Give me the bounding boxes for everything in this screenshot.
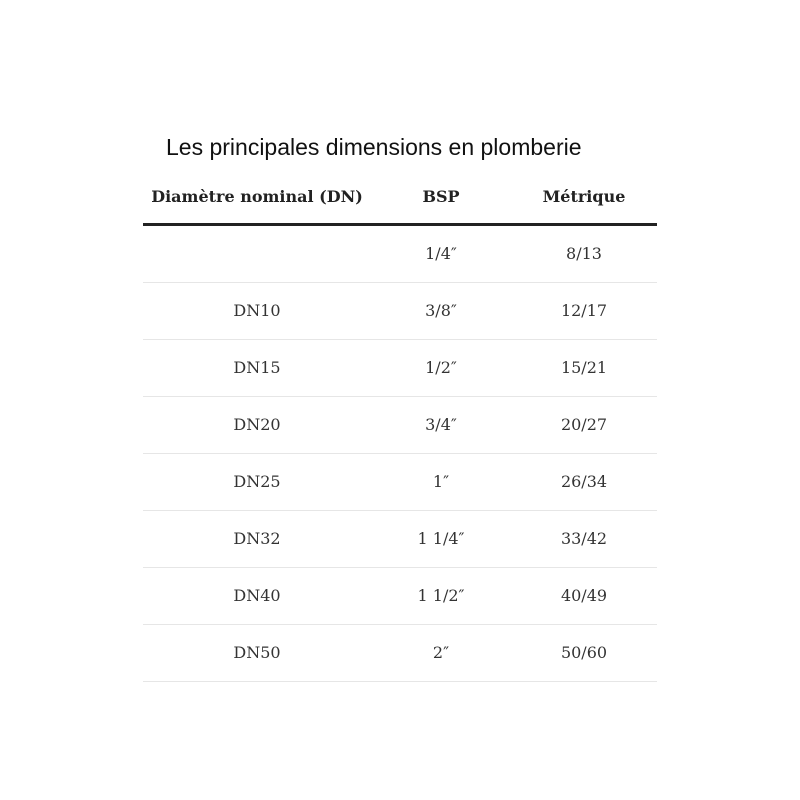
cell-dn: DN20 [233,415,281,434]
table-row [143,568,657,625]
header-dn: Diamètre nominal (DN) [151,187,363,206]
cell-dn: DN25 [233,472,281,491]
cell-metrique: 50/60 [560,643,608,662]
page-title: Les principales dimensions en plomberie [166,134,582,160]
cell-bsp: 1 1/2″ [417,586,465,605]
cell-metrique: 12/17 [560,301,608,320]
cell-dn: DN32 [233,529,281,548]
cell-bsp: 3/4″ [425,415,457,434]
table-row [143,283,657,340]
cell-metrique: 20/27 [560,415,608,434]
cell-bsp: 1/4″ [425,244,457,263]
cell-bsp: 2″ [432,643,450,662]
cell-bsp: 1″ [432,472,450,491]
cell-dn: DN40 [233,586,281,605]
header-metrique: Métrique [542,187,626,206]
table-row [143,454,657,511]
cell-dn [143,226,371,282]
cell-metrique: 8/13 [566,244,602,263]
cell-dn: DN50 [233,643,281,662]
table-row [143,397,657,454]
table-row [143,625,657,682]
cell-metrique: 33/42 [560,529,608,548]
cell-metrique: 15/21 [560,358,608,377]
cell-bsp: 3/8″ [425,301,457,320]
table-row [143,511,657,568]
header-bsp: BSP [422,187,460,206]
table-header [143,170,657,226]
table-row [143,226,657,283]
table-row [143,340,657,397]
cell-metrique: 40/49 [560,586,608,605]
cell-bsp: 1 1/4″ [417,529,465,548]
cell-dn: DN15 [233,358,281,377]
dimensions-table [143,170,657,682]
cell-dn: DN10 [233,301,281,320]
cell-bsp: 1/2″ [425,358,457,377]
cell-metrique: 26/34 [560,472,608,491]
